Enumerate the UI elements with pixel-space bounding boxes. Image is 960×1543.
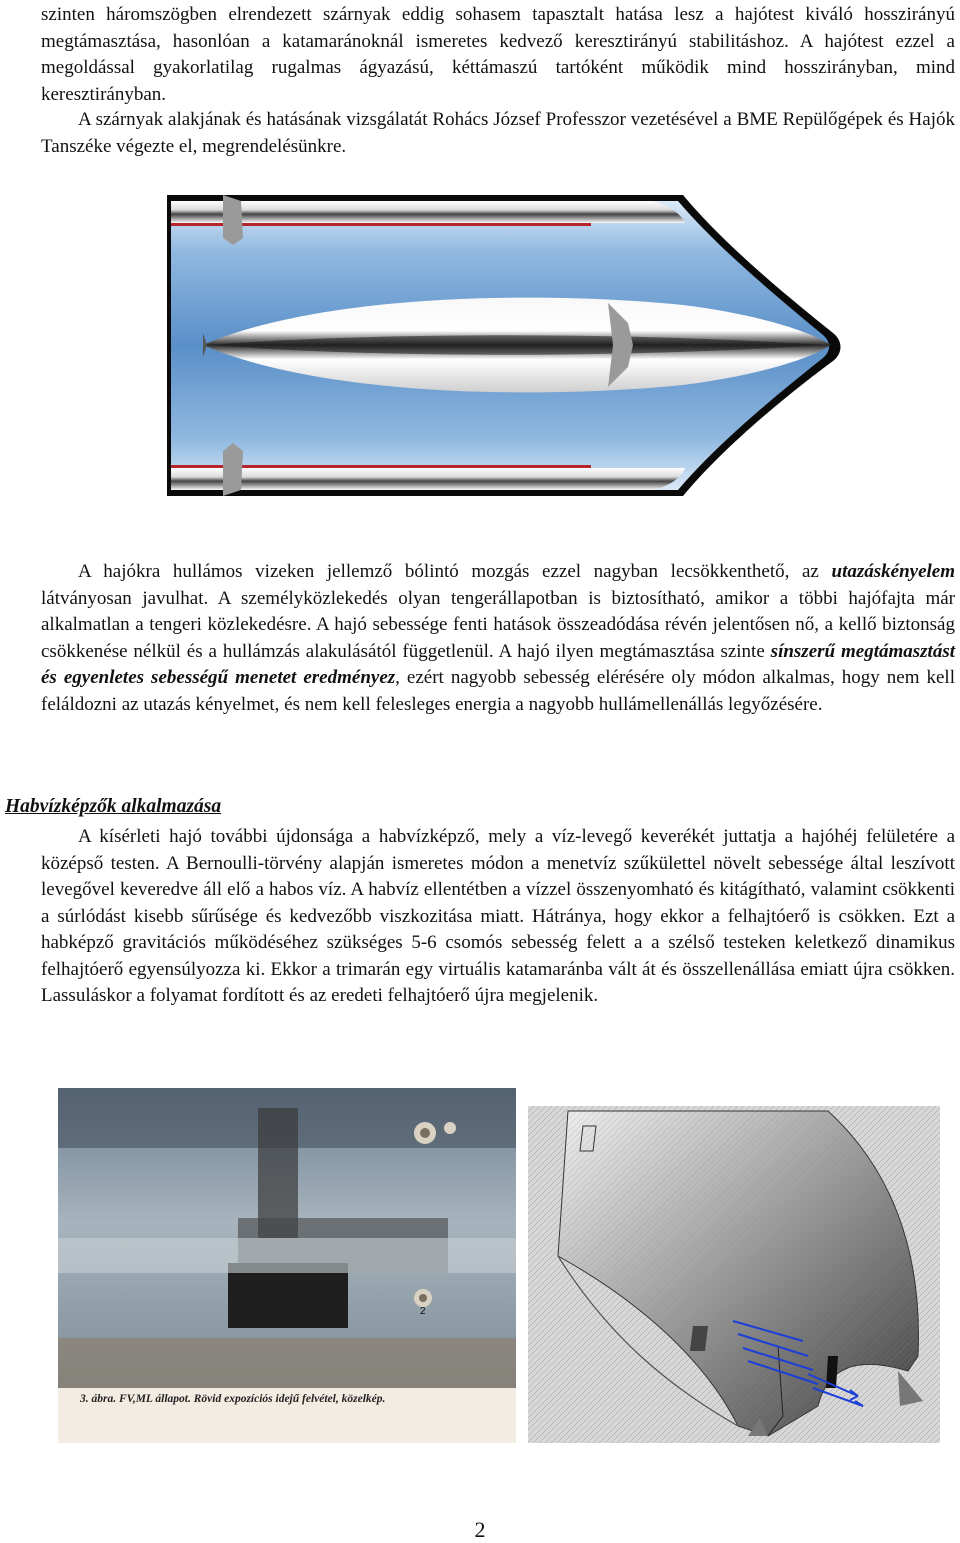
page-number: 2 <box>474 1517 486 1542</box>
photo-caption: 3. ábra. FV,ML állapot. Rövid expozíciós idejű felvétel, közelkép. <box>80 1393 386 1405</box>
intro-paragraph: szinten háromszögben elrendezett szárnyak eddig sohasem tapasztalt hatása lesz a hajótest kiváló hosszirányú megtámasztása, hasonlóan a katamaránoknál ismeretes kedvező keresztirányú stabilitáshoz. A hajótest ezzel a megoldással gyakorlatilag rugalmas ágyazású, kéttámaszú tartóként működik mind hosszirányban, mind keresztirányban. <box>41 4 955 105</box>
foam-photo-figure <box>58 1088 516 1443</box>
hull-cfd-figure <box>528 1106 940 1443</box>
comfort-text-3: , ezért nagyobb sebesség elérésére oly módon alkalmas, hogy nem kell feláldozni az utazás kényelmet, és nem kell felesleges energia a nagyobb hullámellenállás legyőzésére. <box>41 667 955 715</box>
comfort-emphasis-1: utazáskényelem <box>831 561 955 582</box>
comfort-text-1: A hajókra hullámos vizeken jellemző bólintó mozgás ezzel nagyban lecsökkenthető, az <box>78 561 832 582</box>
comfort-emphasis-2: sínszerű megtámasztást és egyenletes sebességű menetet eredményez <box>41 640 955 688</box>
photo-small-label: 2 <box>420 1306 426 1317</box>
section-heading: Habvízképzők alkalmazása <box>5 796 222 817</box>
comfort-paragraph <box>41 559 955 718</box>
foam-paragraph: A kísérleti hajó további újdonsága a habvízképző, mely a víz-levegő keverékét juttatja a hajóhéj felületére a középső testen. A Bernoulli-törvény alapján ismeretes módon a menetvíz szűkülettel növelt sebessége által leszívott levegővel keveredve áll elő a habos víz. A habvíz ellentétben a vízzel összenyomható és kitágítható, valamint csökkenti a súrlódást kisebb sűrűsége és kedvezőbb viszkozitása miatt. Hátránya, hogy ekkor a felhajtóerő is csökken. Ezt a habképző gravitációs működéséhez szükséges 5-6 csomós sebesség felett a a szélső testeken keletkező dinamikus felhajtóerő egyensúlyozza ki. Ekkor a trimarán egy virtuális katamaránba vált át és összellenállása emiatt újra csökken. Lassuláskor a folyamat fordított és az eredeti felhajtóerő újra megjelenik. <box>41 826 955 1006</box>
hull-render-figure <box>163 193 843 498</box>
wings-paragraph: A szárnyak alakjának és hatásának vizsgálatát Rohács József Professzor vezetésével a BME Repülőgépek és Hajók Tanszéke végezte el, megrendelésünkre. <box>41 109 955 157</box>
comfort-text-2: látványosan javulhat. A személyközlekedés olyan tengerállapotban is biztosítható, amikor a többi hajófajta már alkalmatlan a tengeri közlekedésre. A hajó sebessége fenti hatások összeadódása révén jelentősen nő, a kellő biztonság csökkenése nélkül és a hullámzás alakulásától függetlenül. A hajó ilyen megtámasztása szinte <box>41 587 955 662</box>
